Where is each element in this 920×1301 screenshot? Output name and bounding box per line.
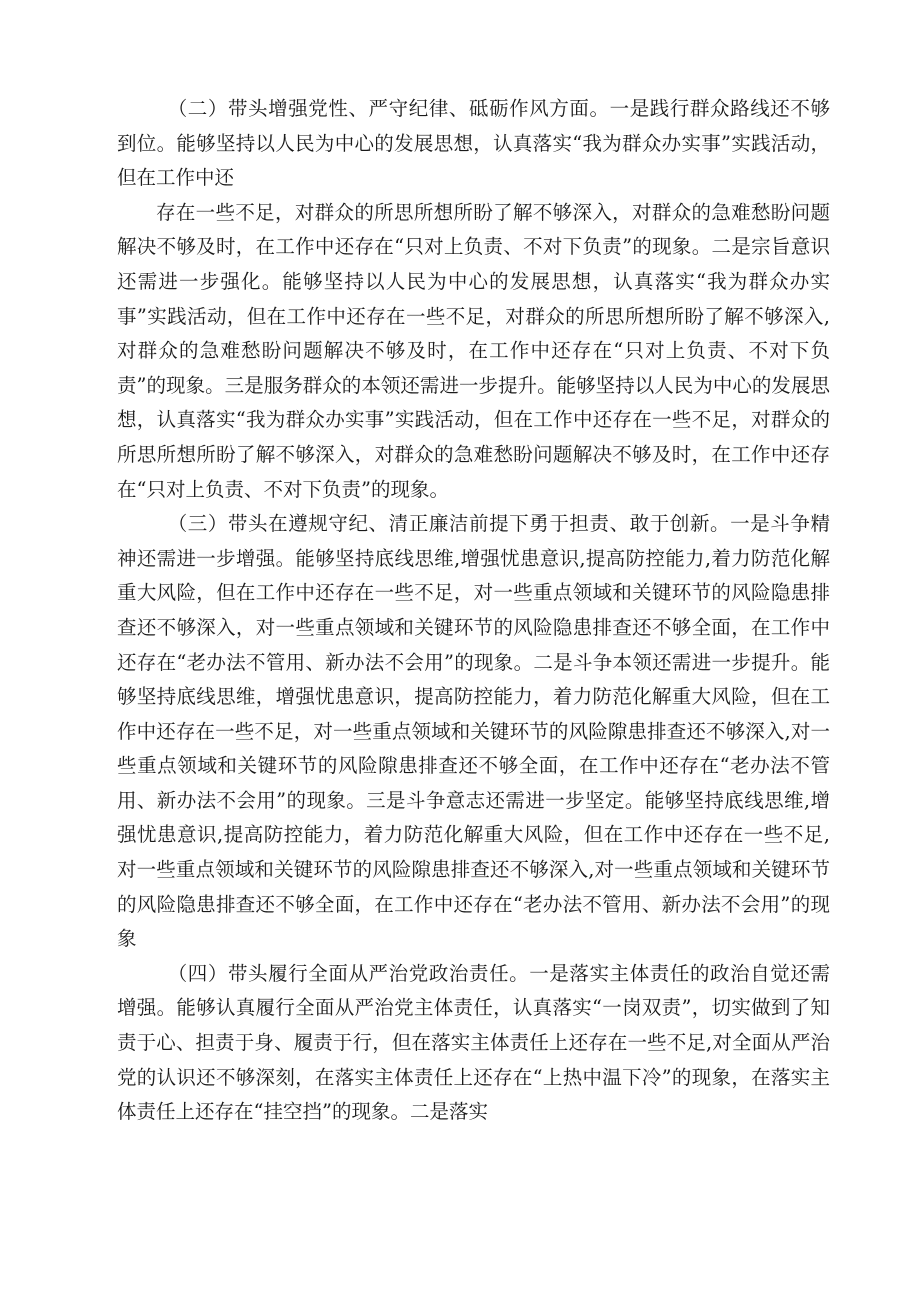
document-body — [117, 92, 830, 1130]
paragraph-section-three: （三）带头在遵规守纪、清正廉洁前提下勇于担责、敢于创新。一是斗争精神还需进一步增强。能够坚持底线思维,增强忧患意识,提高防控能力,着力防范化解重大风险，但在工作中还存在一些不足，对一些重点领域和关键环节的风险隐患排查还不够深入，对一些重点领域和关键环节的风险隐患排查还不够全面，在工作中还存在“老办法不管用、新办法不会用”的现象。二是斗争本领还需进一步提升。能够坚持底线思维，增强忧患意识，提高防控能力，着力防范化解重大风险，但在工作中还存在一些不足，对一些重点领域和关键环节的风险隙患排查还不够深入,对一些重点领域和关键环节的风险隙患排查还不够全面，在工作中还存在“老办法不管用、新办法不会用”的现象。三是斗争意志还需进一步坚定。能够坚持底线思维,增强忧患意识,提高防控能力，着力防范化解重大风险，但在工作中还存在一些不足,对一些重点领域和关键环节的风险隙患排查还不够深入,对一些重点领域和关键环节的风险隐患排查还不够全面，在工作中还存在“老办法不管用、新办法不会用”的现象 — [117, 512, 830, 951]
paragraph-section-two: （二）带头增强党性、严守纪律、砥砺作风方面。一是践行群众路线还不够到位。能够坚持以人民为中心的发展思想，认真落实“我为群众办实事”实践活动，但在工作中还 — [117, 97, 830, 190]
paragraph-section-four: （四）带头履行全面从严治党政治责任。一是落实主体责任的政治自觉还需增强。能够认真履行全面从严治党主体责任，认真落实“一岗双责”，切实做到了知责于心、担责于身、履责于行，但在落实主体责任上还存在一些不足,对全面从严治党的认识还不够深刻，在落实主体责任上还存在“上热中温下冷”的现象，在落实主体责任上还存在“挂空挡”的现象。二是落实 — [117, 961, 830, 1124]
paragraph-section-two-continued: 存在一些不足，对群众的所思所想所盼了解不够深入，对群众的急难愁盼问题解决不够及时，在工作中还存在“只对上负责、不对下负责”的现象。二是宗旨意识还需进一步强化。能够坚持以人民为中心的发展思想，认真落实“我为群众办实事”实践活动，但在工作中还存在一些不足，对群众的所思所想所盼了解不够深入,对群众的急难愁盼问题解决不够及时，在工作中还存在“只对上负责、不对下负责”的现象。三是服务群众的本领还需进一步提升。能够坚持以人民为中心的发展思想，认真落实“我为群众办实事”实践活动，但在工作中还存在一些不足，对群众的所思所想所盼了解不够深入，对群众的急难愁盼问题解决不够及时，在工作中还存在“只对上负责、不对下负责”的现象。 — [117, 200, 830, 501]
